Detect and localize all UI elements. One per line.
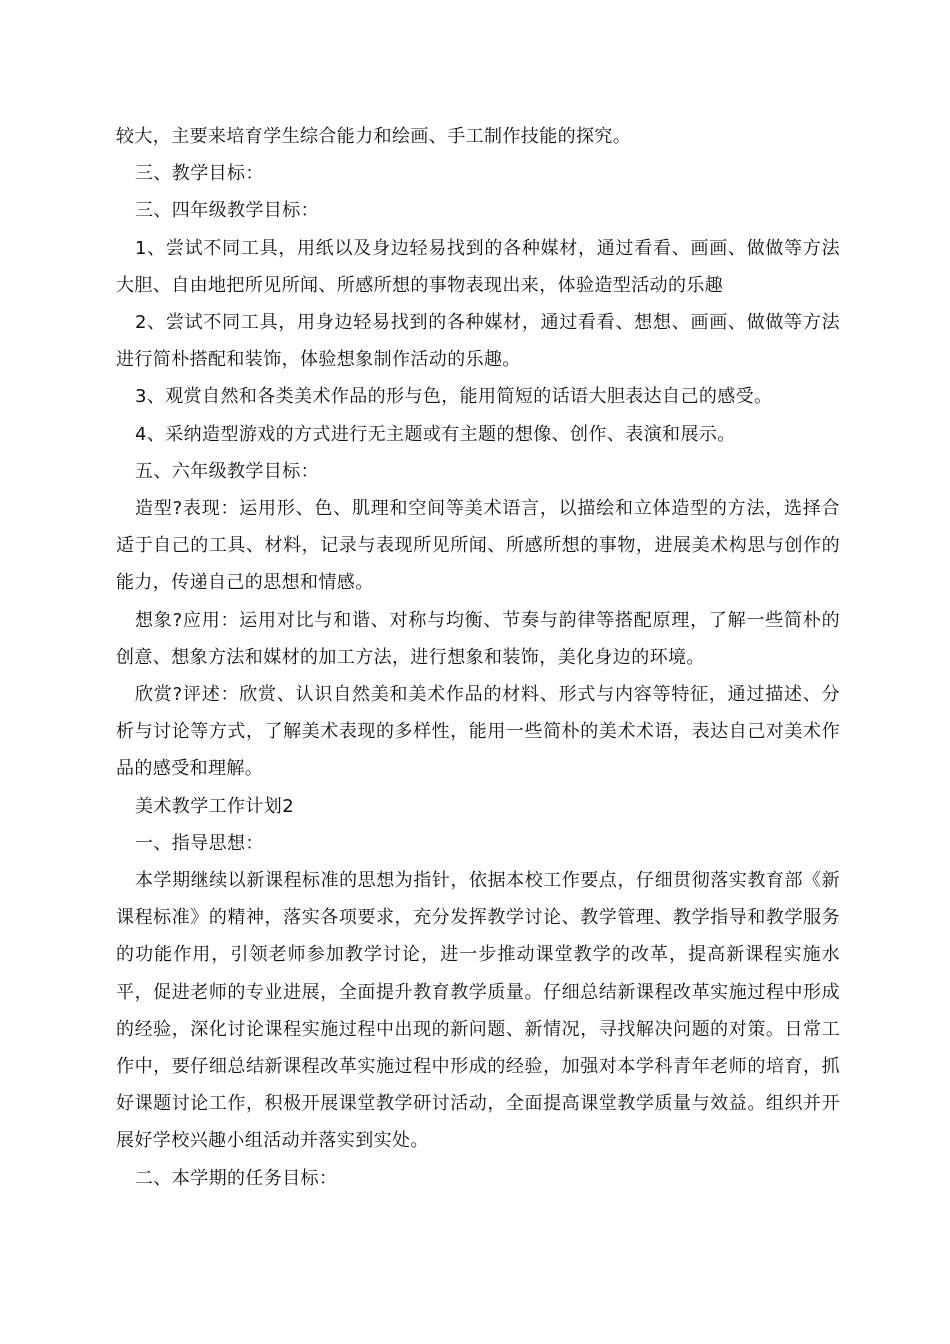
heading-guiding-thought: 一、指导思想： [135,832,264,854]
goal-item-3: 3、观赏自然和各类美术作品的形与色，能用简短的话语大胆表达自己的感受。 [135,386,773,408]
paragraph-modeling-expression: 造型?表现：运用形、色、肌理和空间等美术语言，以描绘和立体造型的方法，选择合适于自己的工具、材料，记录与表现所见所闻、所感所想的事物，进展美术构思与创作的能力，传递自己的思想和情感。 [116,498,840,594]
heading-semester-tasks: 二、本学期的任务目标： [135,1167,338,1189]
heading-grade-3-4-goals: 三、四年级教学目标： [135,200,319,222]
paragraph-imagination-application: 想象?应用：运用对比与和谐、对称与均衡、节奏与韵律等搭配原理，了解一些简朴的创意、想象方法和媒材的加工方法，进行想象和装饰，美化身边的环境。 [116,609,840,668]
goal-item-2: 2、尝试不同工具，用身边轻易找到的各种媒材，通过看看、想想、画画、做做等方法进行简朴搭配和装饰，体验想象制作活动的乐趣。 [116,312,840,371]
goal-item-4: 4、采纳造型游戏的方式进行无主题或有主题的想像、创作、表演和展示。 [135,423,736,445]
heading-teaching-goals: 三、教学目标： [135,163,264,185]
heading-grade-5-6-goals: 五、六年级教学目标： [135,460,319,482]
paragraph-appreciation-review: 欣赏?评述：欣赏、认识自然美和美术作品的材料、形式与内容等特征，通过描述、分析与讨论等方式，了解美术表现的多样性，能用一些简朴的美术术语，表达自己对美术作品的感受和理解。 [116,684,840,780]
goal-item-1: 1、尝试不同工具，用纸以及身边轻易找到的各种媒材，通过看看、画画、做做等方法大胆、自由地把所见所闻、所感所想的事物表现出来，体验造型活动的乐趣 [116,237,840,296]
paragraph-continuation: 较大，主要来培育学生综合能力和绘画、手工制作技能的探究。 [116,126,632,147]
paragraph-guiding-thought: 本学期继续以新课程标准的思想为指针，依据本校工作要点，仔细贯彻落实教育部《新课程标准》的精神，落实各项要求，充分发挥教学讨论、教学管理、教学指导和教学服务的功能作用，引领老师参加教学讨论，进一步推动课堂教学的改革，提高新课程实施水平，促进老师的专业进展，全面提升教育教学质量。仔细总结新课程改革实施过程中形成的经验，深化讨论课程实施过程中出现的新问题、新情况，寻找解决问题的对策。日常工作中，要仔细总结新课程改革实施过程中形成的经验，加强对本学科青年老师的培育，抓好课题讨论工作，积极开展课堂教学研讨活动，全面提高课堂教学质量与效益。组织并开展好学校兴趣小组活动并落实到实处。 [116,870,840,1152]
section-title-plan-2: 美术教学工作计划2 [135,795,295,817]
document-body [116,118,840,1197]
